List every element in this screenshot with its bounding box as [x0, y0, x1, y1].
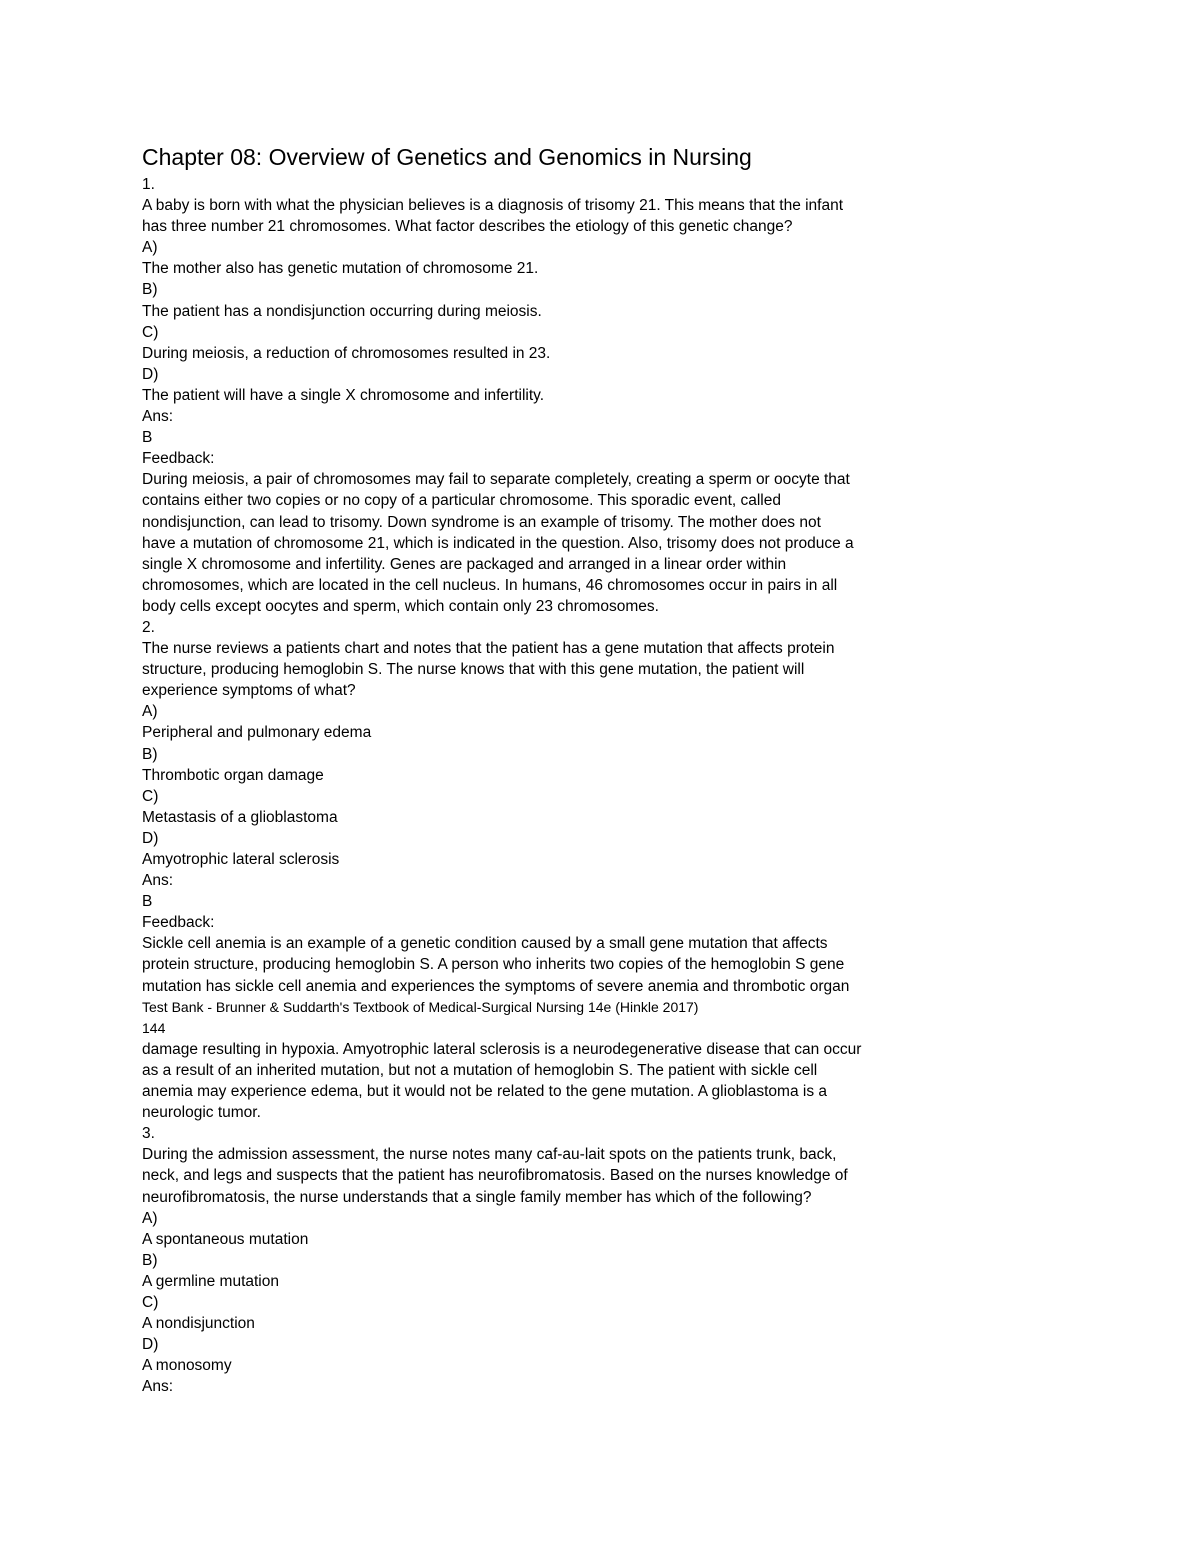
- text-line: The patient has a nondisjunction occurring during meiosis.: [142, 302, 542, 320]
- text-line: anemia may experience edema, but it would not be related to the gene mutation. A glioblastoma is a: [142, 1083, 828, 1101]
- text-line: During the admission assessment, the nurse notes many caf-au-lait spots on the patients trunk, back,: [142, 1146, 837, 1164]
- text-line: A monosomy: [142, 1357, 232, 1375]
- text-line: A nondisjunction: [142, 1315, 255, 1333]
- chapter-title: Chapter 08: Overview of Genetics and Genomics in Nursing: [142, 144, 752, 170]
- text-line: C): [142, 787, 159, 805]
- text-line: A): [142, 239, 158, 257]
- text-line: C): [142, 1293, 159, 1311]
- text-line: structure, producing hemoglobin S. The nurse knows that with this gene mutation, the patient will: [142, 661, 805, 679]
- text-line: D): [142, 365, 159, 383]
- text-line: 3.: [142, 1125, 155, 1143]
- text-line: A germline mutation: [142, 1272, 279, 1290]
- text-line: neurologic tumor.: [142, 1104, 261, 1122]
- text-line: Ans:: [142, 1378, 174, 1396]
- text-line: Amyotrophic lateral sclerosis: [142, 851, 340, 868]
- source-line: Test Bank - Brunner & Suddarth's Textbook of Medical-Surgical Nursing 14e (Hinkle 2017): [142, 998, 699, 1015]
- text-line: 1.: [142, 176, 155, 193]
- text-line: Sickle cell anemia is an example of a genetic condition caused by a small gene mutation that affects: [142, 935, 828, 953]
- text-line: The nurse reviews a patients chart and notes that the patient has a gene mutation that affects protein: [142, 640, 835, 658]
- text-line: 2.: [142, 618, 155, 636]
- text-line: neurofibromatosis, the nurse understands that a single family member has which of the following?: [142, 1188, 812, 1206]
- text-line: D): [142, 1336, 159, 1354]
- text-line: D): [142, 829, 159, 847]
- text-line: B: [142, 429, 153, 447]
- text-line: Metastasis of a glioblastoma: [142, 808, 338, 826]
- text-line: Ans:: [142, 408, 174, 426]
- text-line: A): [142, 703, 158, 721]
- text-line: Ans:: [142, 872, 174, 890]
- text-line: Feedback:: [142, 914, 215, 932]
- text-line: protein structure, producing hemoglobin S. A person who inherits two copies of the hemoglobin S gene: [142, 956, 845, 974]
- text-line: The mother also has genetic mutation of chromosome 21.: [142, 260, 539, 278]
- text-line: damage resulting in hypoxia. Amyotrophic lateral sclerosis is a neurodegenerative disease that can occur: [142, 1040, 862, 1058]
- page-number: 144: [142, 1019, 166, 1036]
- text-line: B): [142, 745, 158, 763]
- text-line: nondisjunction, can lead to trisomy. Down syndrome is an example of trisomy. The mother does not: [142, 513, 821, 531]
- text-line: as a result of an inherited mutation, but not a mutation of hemoglobin S. The patient with sickle cell: [142, 1061, 818, 1079]
- text-line: mutation has sickle cell anemia and experiences the symptoms of severe anemia and thrombotic organ: [142, 977, 850, 995]
- document-page: [142, 142, 942, 1397]
- text-line: B: [142, 893, 153, 911]
- text-line: The patient will have a single X chromosome and infertility.: [142, 386, 545, 404]
- text-line: During meiosis, a pair of chromosomes may fail to separate completely, creating a sperm or oocyte that: [142, 471, 850, 489]
- text-line: Thrombotic organ damage: [142, 766, 324, 784]
- text-line: A): [142, 1209, 158, 1227]
- text-line: A spontaneous mutation: [142, 1230, 309, 1248]
- text-line: B): [142, 281, 158, 299]
- question-block-part1: [142, 174, 942, 997]
- text-line: body cells except oocytes and sperm, which contain only 23 chromosomes.: [142, 597, 659, 615]
- text-line: B): [142, 1251, 158, 1269]
- text-line: have a mutation of chromosome 21, which is indicated in the question. Also, trisomy does not produce a: [142, 534, 854, 552]
- text-line: Feedback:: [142, 450, 215, 468]
- text-line: A baby is born with what the physician believes is a diagnosis of trisomy 21. This means that the infant: [142, 197, 844, 215]
- text-line: has three number 21 chromosomes. What factor describes the etiology of this genetic change?: [142, 218, 793, 236]
- text-line: C): [142, 323, 159, 341]
- text-line: chromosomes, which are located in the cell nucleus. In humans, 46 chromosomes occur in pairs in all: [142, 576, 838, 594]
- text-line: contains either two copies or no copy of a particular chromosome. This sporadic event, called: [142, 492, 781, 510]
- question-block-part2: [142, 1039, 942, 1398]
- text-line: experience symptoms of what?: [142, 682, 356, 700]
- text-line: single X chromosome and infertility. Genes are packaged and arranged in a linear order within: [142, 555, 787, 573]
- text-line: neck, and legs and suspects that the patient has neurofibromatosis. Based on the nurses knowledge of: [142, 1167, 848, 1185]
- text-line: During meiosis, a reduction of chromosomes resulted in 23.: [142, 344, 551, 362]
- text-line: Peripheral and pulmonary edema: [142, 724, 372, 742]
